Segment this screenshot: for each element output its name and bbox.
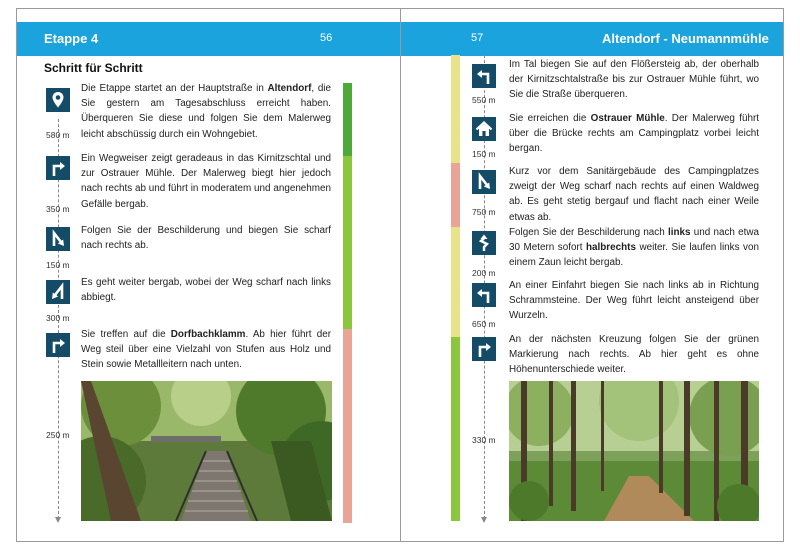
step-text: Kurz vor dem Sanitärgebäude des Campingplatzes zweigt der Weg scharf nach rechts auf einen Waldweg ab. Es geht stetig bergauf und flacht nach einer Weile etwas ab. <box>509 166 759 223</box>
step-text: Folgen Sie der Beschilderung nach links und nach etwa 30 Metern sofort halbrechts weiter. Sie laufen links von einem Zaun leicht bergab. <box>509 227 759 269</box>
elevation-bar-segment <box>343 156 352 329</box>
right-page <box>400 8 784 542</box>
right-header <box>401 22 783 56</box>
route-end-arrow-right <box>481 517 487 523</box>
distance-label: 650 m <box>472 319 496 329</box>
page-number-left: 56 <box>320 32 333 44</box>
turn-right-icon <box>472 337 496 361</box>
elevation-bar-segment <box>451 55 460 163</box>
section-title: Schritt für Schritt <box>44 61 143 75</box>
left-page <box>16 8 401 542</box>
step-text: Im Tal biegen Sie auf den Flößersteig ab, der oberhalb der Kirnitzschtalstraße bis zur Ostrauer Mühle führt, wo Sie die Straße überqueren. <box>509 59 759 101</box>
route-title: Altendorf - Neumannmühle <box>602 31 769 46</box>
step-text: Sie erreichen die Ostrauer Mühle. Der Malerweg führt über die Brücke rechts am Campingplatz vorbei leicht bergan. <box>509 113 759 155</box>
distance-label: 150 m <box>472 149 496 159</box>
step-text: Es geht weiter bergab, wobei der Weg scharf nach links abbiegt. <box>81 277 331 304</box>
trail-photo-stairs <box>81 381 332 521</box>
distance-label: 550 m <box>472 95 496 105</box>
turn-right-icon <box>46 333 70 357</box>
sharp-right-icon <box>472 170 496 194</box>
turn-right-icon <box>46 156 70 180</box>
step-text: Sie treffen auf die Dorfbachklamm. Ab hier führt der Weg steil über eine Vielzahl von Stufen aus Holz und Stein sowie Metallleitern nach unten. <box>81 329 331 371</box>
elevation-bar-segment <box>451 337 460 521</box>
left-header <box>17 22 400 56</box>
elevation-bar-segment <box>343 329 352 523</box>
turn-left-icon <box>472 283 496 307</box>
trail-photo-forest <box>509 381 759 521</box>
distance-label: 150 m <box>46 260 70 270</box>
distance-label: 200 m <box>472 268 496 278</box>
distance-label: 300 m <box>46 313 70 323</box>
route-end-arrow-left <box>55 517 61 523</box>
elevation-bar-segment <box>451 227 460 337</box>
distance-label: 580 m <box>46 130 70 140</box>
house-icon <box>472 117 496 141</box>
turn-left-icon <box>472 64 496 88</box>
stage-title: Etappe 4 <box>44 31 99 46</box>
zigzag-icon <box>472 231 496 255</box>
step-text: Folgen Sie der Beschilderung und biegen Sie scharf nach rechts ab. <box>81 225 331 252</box>
elevation-bar-segment <box>343 83 352 156</box>
distance-label: 250 m <box>46 430 70 440</box>
distance-label: 350 m <box>46 204 70 214</box>
step-text: Die Etappe startet an der Hauptstraße in Altendorf, die Sie gestern am Tagesabschluss erreicht haben. Überqueren Sie diese und folgen Sie dem Malerweg leicht abschüssig durch ein Wohngebiet. <box>81 83 331 140</box>
elevation-bar-segment <box>451 163 460 227</box>
sharp-left-icon <box>46 280 70 304</box>
distance-label: 330 m <box>472 435 496 445</box>
step-text: An einer Einfahrt biegen Sie nach links ab in Richtung Schrammsteine. Der Weg führt leicht ansteigend über Wurzeln. <box>509 280 759 322</box>
page-number-right: 57 <box>471 32 484 44</box>
distance-label: 750 m <box>472 207 496 217</box>
sharp-right-icon <box>46 227 70 251</box>
step-text: Ein Wegweiser zeigt geradeaus in das Kirnitzschtal und zur Ostrauer Mühle. Der Malerweg biegt hier jedoch nach rechts ab und führt in moderatem und angenehmen Gefälle bergab. <box>81 153 331 210</box>
step-text: An der nächsten Kreuzung folgen Sie der grünen Markierung nach rechts. Ab hier geht es ohne Höhenunterschiede weiter. <box>509 334 759 376</box>
location-pin-icon <box>46 88 70 112</box>
